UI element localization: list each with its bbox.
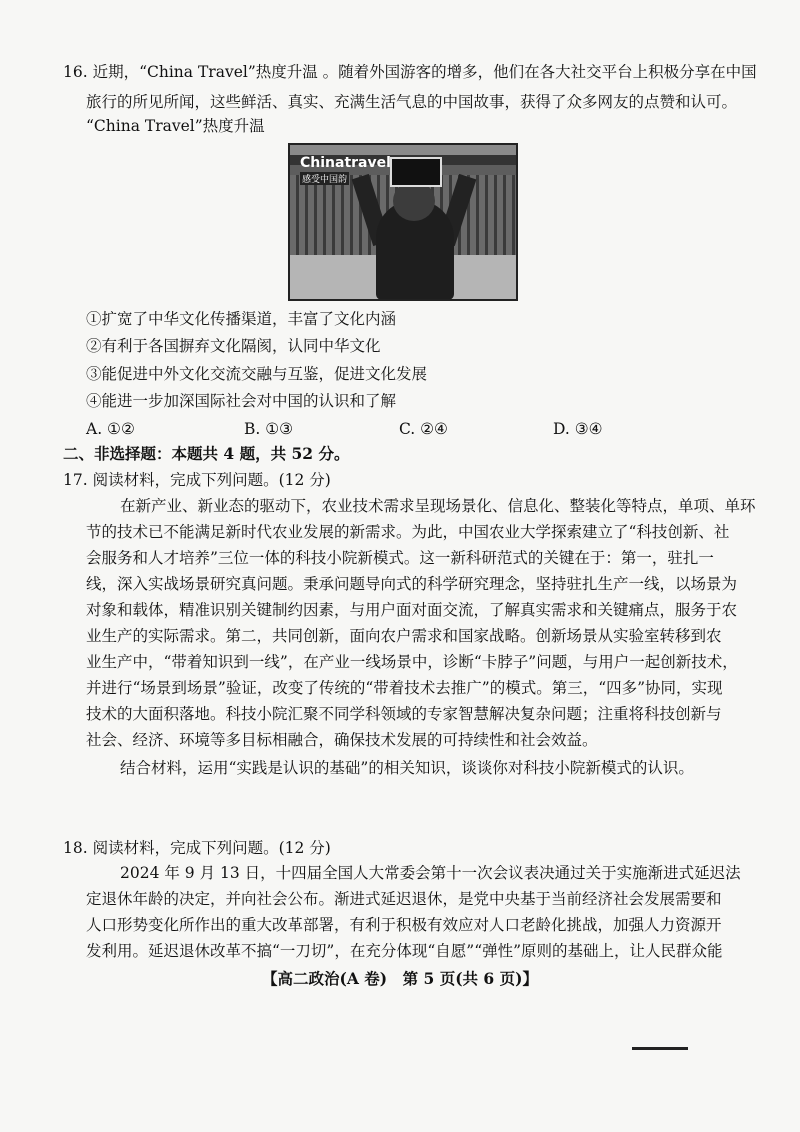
q16-option: ②有利于各国摒弃文化隔阂，认同中华文化 bbox=[86, 337, 381, 355]
q17-material-line: 节的技术已不能满足新时代农业发展的新需求。为此，中国农业大学探索建立了“科技创新、社 bbox=[86, 523, 730, 541]
q16-option: ①扩宽了中华文化传播渠道，丰富了文化内涵 bbox=[86, 310, 397, 328]
q17-header: 17. 阅读材料，完成下列问题。(12 分) bbox=[63, 471, 331, 489]
q17-material-line: 对象和载体，精准识别关键制约因素，与用户面对面交流，了解真实需求和关键痛点，服务于农 bbox=[86, 601, 738, 619]
q17-material-line: 业生产的实际需求。第二，共同创新，面向农户需求和国家战略。创新场景从实验室转移到农 bbox=[86, 627, 722, 645]
q17-question: 结合材料，运用“实践是认识的基础”的相关知识，谈谈你对科技小院新模式的认识。 bbox=[120, 759, 694, 777]
page-footer: 【高二政治(A 卷) 第 5 页(共 6 页)】 bbox=[262, 969, 538, 988]
china-travel-photo bbox=[288, 143, 518, 301]
q18-header: 18. 阅读材料，完成下列问题。(12 分) bbox=[63, 839, 331, 857]
q18-material-line: 2024 年 9 月 13 日，十四届全国人大常委会第十一次会议表决通过关于实施渐进式延迟法 bbox=[120, 864, 741, 882]
q16-stem-line: 16. 近期，“China Travel”热度升温 。随着外国游客的增多，他们在各大社交平台上积极分享在中国 bbox=[63, 63, 757, 81]
divider-mark bbox=[632, 1047, 688, 1050]
q16-option: ③能促进中外文化交流交融与互鉴，促进文化发展 bbox=[86, 365, 428, 383]
q16-choice-a: A. ①② bbox=[86, 420, 135, 438]
q17-material-line: 社会、经济、环境等多目标相融合，确保技术发展的可持续性和社会效益。 bbox=[86, 731, 598, 749]
q16-stem-line: 旅行的所见所闻，这些鲜活、真实、充满生活气息的中国故事，获得了众多网友的点赞和认可。 bbox=[86, 93, 738, 111]
q16-stem-line: “China Travel”热度升温 bbox=[86, 117, 265, 135]
q17-material-line: 并进行“场景到场景”验证，改变了传统的“带着技术去推广”的模式。第三，“四多”协同，实现 bbox=[86, 679, 723, 697]
q17-material-line: 技术的大面积落地。科技小院汇聚不同学科领域的专家智慧解决复杂问题；注重将科技创新与 bbox=[86, 705, 722, 723]
q16-option: ④能进一步加深国际社会对中国的认识和了解 bbox=[86, 392, 397, 410]
q16-choice-b: B. ①③ bbox=[244, 420, 294, 438]
q18-material-line: 发利用。延迟退休改革不搞“一刀切”，在充分体现“自愿”“弹性”原则的基础上，让人民群众能 bbox=[86, 942, 723, 960]
q16-choice-d: D. ③④ bbox=[553, 420, 603, 438]
tourist-head bbox=[393, 181, 435, 221]
q18-material-line: 定退休年龄的决定，并向社会公布。渐进式延迟退休，是党中央基于当前经济社会发展需要和 bbox=[86, 890, 722, 908]
q17-material-line: 线，深入实战场景研究真问题。秉承问题导向式的科学研究理念，坚持驻扎生产一线，以场景为 bbox=[86, 575, 738, 593]
q17-material-line: 在新产业、新业态的驱动下，农业技术需求呈现场景化、信息化、整装化等特点，单项、单环 bbox=[120, 497, 756, 515]
section-heading: 二、非选择题：本题共 4 题，共 52 分。 bbox=[63, 444, 350, 463]
q16-choice-c: C. ②④ bbox=[399, 420, 448, 438]
phone-icon bbox=[390, 157, 442, 187]
q18-material-line: 人口形势变化所作出的重大改革部署，有利于积极有效应对人口老龄化挑战，加强人力资源开 bbox=[86, 916, 722, 934]
photo-caption-main: Chinatravel bbox=[300, 155, 391, 171]
photo-caption-sub: 感受中国韵 bbox=[300, 172, 349, 185]
q17-material-line: 业生产中，“带着知识到一线”，在产业一线场景中，诊断“卡脖子”问题，与用户一起创新技术， bbox=[86, 653, 738, 671]
q17-material-line: 会服务和人才培养”三位一体的科技小院新模式。这一新科研范式的关键在于：第一，驻扎一 bbox=[86, 549, 714, 567]
